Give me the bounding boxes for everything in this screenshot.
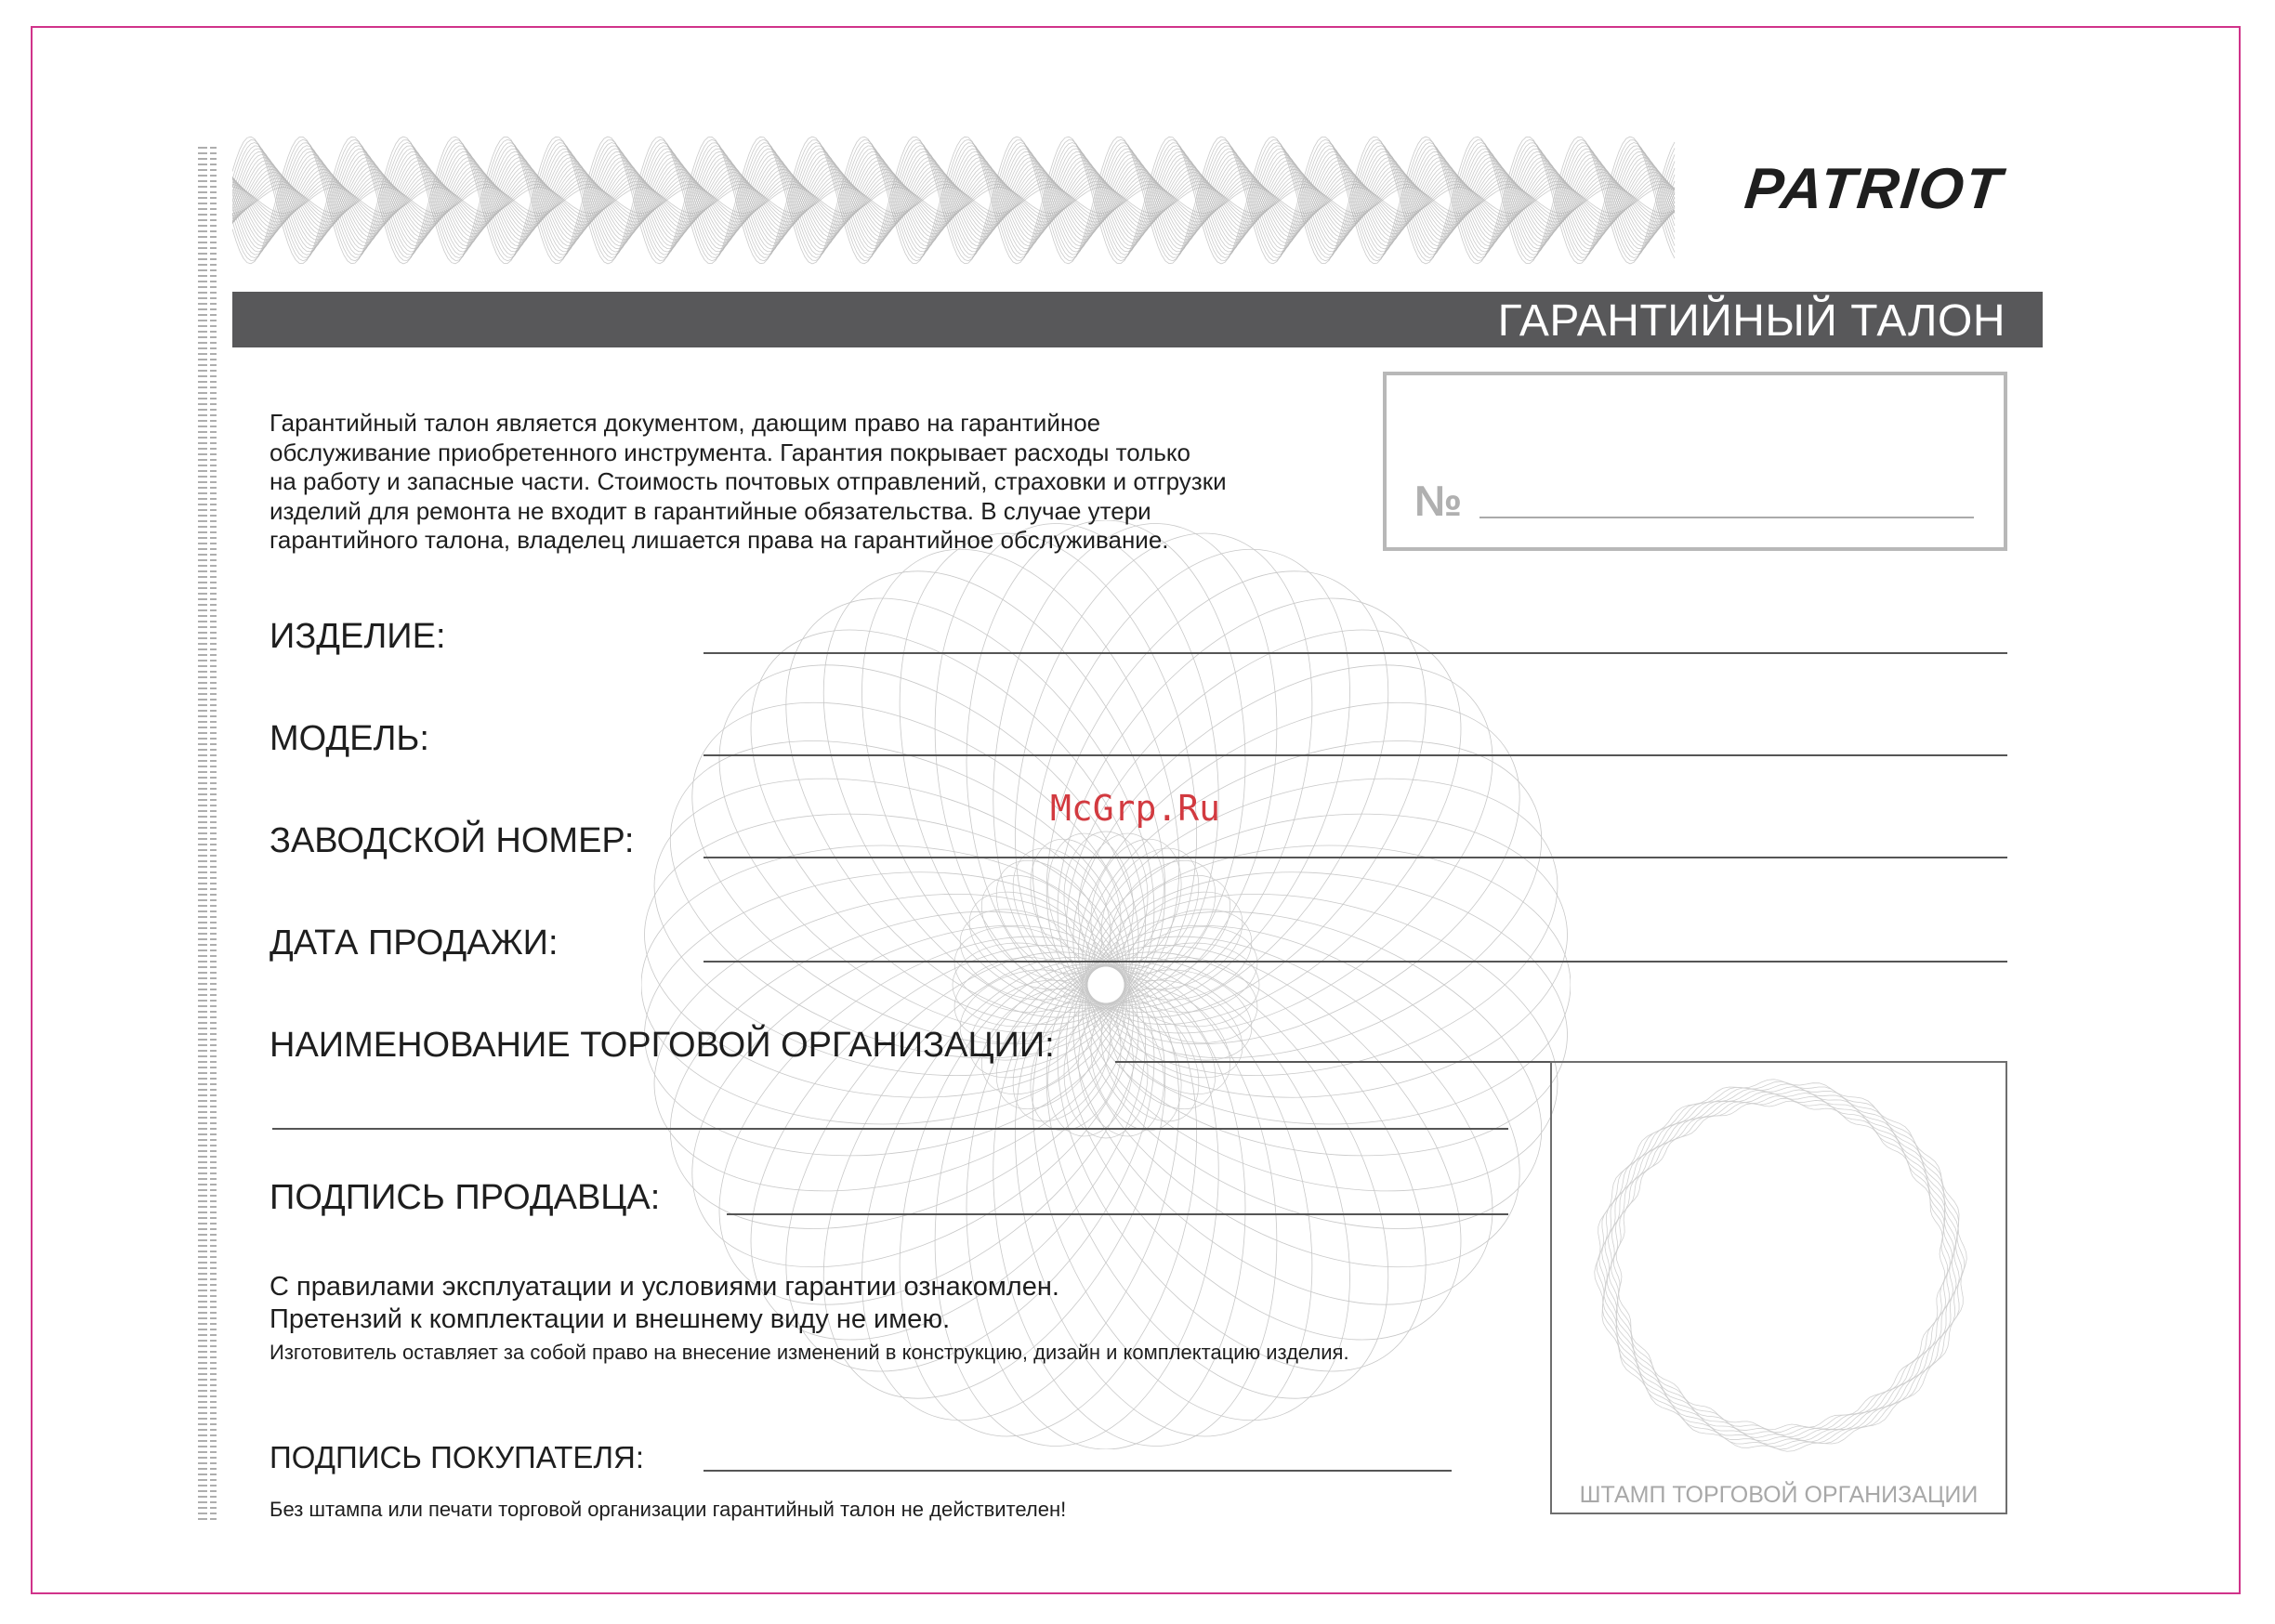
model-field[interactable]: [704, 754, 2007, 756]
coupon-number-field[interactable]: [1479, 517, 1974, 518]
buyer-signature-label: ПОДПИСЬ ПОКУПАТЕЛЯ:: [270, 1440, 645, 1474]
manufacturer-note: Изготовитель оставляет за собой право на внесение изменений в конструкцию, дизайн и комплектацию изделия.: [270, 1341, 1349, 1364]
serial-number-field[interactable]: [704, 857, 2007, 858]
patriot-logo: [1719, 156, 2035, 221]
seller-signature-label: ПОДПИСЬ ПРОДАВЦА:: [270, 1178, 661, 1217]
sale-date-label: ДАТА ПРОДАЖИ:: [270, 923, 559, 963]
number-label: №: [1414, 477, 1463, 525]
intro-line: Гарантийный талон является документом, дающим право на гарантийное: [270, 409, 1101, 437]
watermark: McGrp.Ru: [1050, 788, 1221, 829]
store-name-field[interactable]: [1115, 1061, 1550, 1063]
store-name-field-line2[interactable]: [272, 1128, 1508, 1130]
buyer-signature-field[interactable]: [704, 1470, 1452, 1472]
logo-text: PATRIOT: [1742, 157, 2006, 221]
seller-signature-field[interactable]: [727, 1213, 1508, 1215]
product-label: ИЗДЕЛИЕ:: [270, 617, 446, 656]
page-title: ГАРАНТИЙНЫЙ ТАЛОН: [1497, 296, 2005, 346]
footer-note: Без штампа или печати торговой организации гарантийный талон не действителен!: [270, 1498, 1067, 1521]
intro-paragraph: [270, 409, 1338, 556]
serial-number-label: ЗАВОДСКОЙ НОМЕР:: [270, 821, 635, 860]
intro-line: обслуживание приобретенного инструмента. Гарантия покрывает расходы только: [270, 438, 1190, 466]
stamp-box: [1550, 1061, 2007, 1514]
intro-line: на работу и запасные части. Стоимость почтовых отправлений, страховки и отгрузки: [270, 467, 1227, 495]
sale-date-field[interactable]: [704, 961, 2007, 963]
model-label: МОДЕЛЬ:: [270, 719, 429, 758]
coupon-number-box: [1383, 372, 2007, 551]
title-bar: [232, 292, 2043, 347]
agreement-line-1: С правилами эксплуатации и условиями гарантии ознакомлен.: [270, 1272, 1059, 1302]
stamp-circle: [1578, 1063, 1983, 1468]
intro-line: гарантийного талона, владелец лишается права на гарантийное обслуживание.: [270, 526, 1169, 554]
product-field[interactable]: [704, 652, 2007, 654]
agreement-line-2: Претензий к комплектации и внешнему виду не имею.: [270, 1304, 951, 1334]
intro-line: изделий для ремонта не входит в гарантийные обязательства. В случае утери: [270, 496, 1151, 525]
guilloche-band: [232, 133, 1677, 268]
stamp-label: ШТАМП ТОРГОВОЙ ОРГАНИЗАЦИИ: [1579, 1482, 1979, 1508]
store-name-label: НАИМЕНОВАНИЕ ТОРГОВОЙ ОРГАНИЗАЦИИ:: [270, 1026, 1055, 1065]
perforation-strip: [198, 147, 217, 1520]
